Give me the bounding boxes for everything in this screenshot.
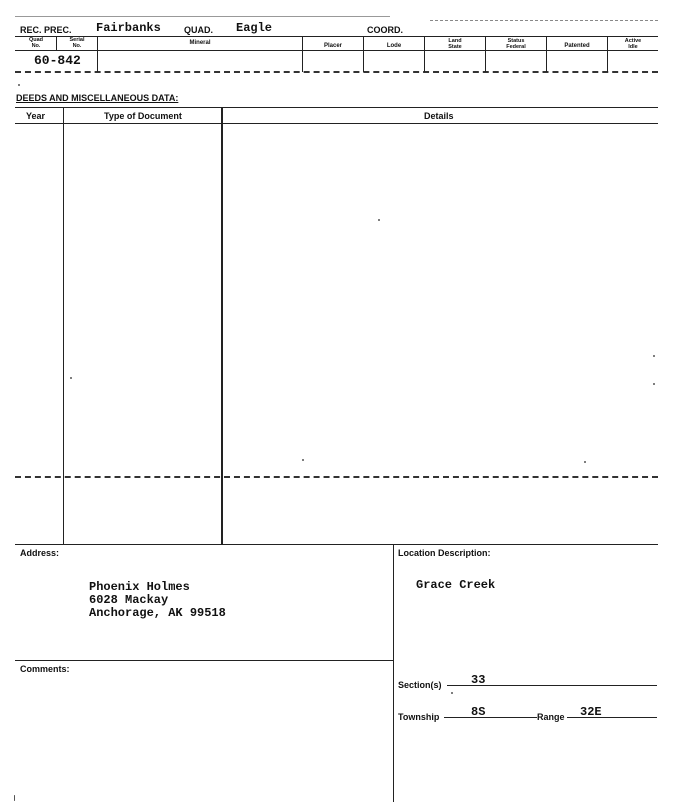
township-value: 8S bbox=[471, 705, 486, 719]
col-mineral: Mineral bbox=[189, 40, 211, 46]
header-table-top bbox=[15, 36, 658, 37]
rec-prec-label: REC. PREC. bbox=[20, 25, 72, 35]
township-label: Township bbox=[398, 712, 440, 722]
header-table-bottom bbox=[15, 71, 658, 73]
deeds-section-title: DEEDS AND MISCELLANEOUS DATA: bbox=[16, 93, 179, 103]
quad-value: Eagle bbox=[236, 21, 273, 35]
col-quad-no: Quad No. bbox=[28, 37, 44, 49]
deeds-dashed-rule bbox=[15, 476, 658, 478]
rec-prec-value: Fairbanks bbox=[96, 21, 161, 35]
deeds-table-top bbox=[15, 107, 658, 108]
range-value: 32E bbox=[580, 705, 602, 719]
col-status-federal: Status Federal bbox=[506, 38, 526, 50]
scan-speck bbox=[378, 219, 380, 221]
range-label: Range bbox=[537, 712, 565, 722]
header-divider bbox=[302, 36, 303, 72]
deeds-divider-type bbox=[221, 107, 223, 544]
header-divider bbox=[363, 36, 364, 72]
record-number: 60-842 bbox=[34, 53, 81, 68]
scan-speck bbox=[70, 377, 72, 379]
scan-speck bbox=[14, 795, 15, 801]
coord-label: COORD. bbox=[367, 25, 403, 35]
section-label: Section(s) bbox=[398, 680, 442, 690]
address-top-rule bbox=[15, 544, 658, 545]
deeds-col-type: Type of Document bbox=[104, 111, 182, 121]
col-placer: Placer bbox=[323, 43, 342, 49]
address-line-2: 6028 Mackay bbox=[89, 593, 169, 607]
col-land-state: Land State bbox=[448, 38, 462, 50]
header-divider bbox=[546, 36, 547, 72]
address-line-3: Anchorage, AK 99518 bbox=[89, 606, 226, 620]
header-top-rule-right bbox=[430, 20, 658, 21]
header-divider bbox=[56, 36, 57, 50]
scan-speck bbox=[302, 459, 304, 461]
comments-top-rule bbox=[15, 660, 393, 661]
address-line-1: Phoenix Holmes bbox=[89, 580, 190, 594]
deeds-header-rule bbox=[15, 123, 658, 124]
deeds-divider-year bbox=[63, 107, 64, 544]
township-underline bbox=[444, 717, 537, 718]
scan-speck bbox=[653, 355, 655, 357]
comments-label: Comments: bbox=[20, 664, 70, 674]
scan-speck bbox=[584, 461, 586, 463]
location-description-value: Grace Creek bbox=[416, 578, 496, 592]
col-lode: Lode bbox=[386, 43, 402, 49]
col-patented: Patented bbox=[564, 43, 590, 49]
deeds-col-details: Details bbox=[424, 111, 454, 121]
col-active-idle: Active Idle bbox=[624, 38, 642, 50]
scan-speck bbox=[451, 692, 453, 694]
header-top-rule bbox=[15, 16, 390, 17]
scan-speck bbox=[653, 383, 655, 385]
col-serial-no: Serial No. bbox=[69, 37, 85, 49]
header-table-mid bbox=[15, 50, 658, 51]
location-description-label: Location Description: bbox=[398, 548, 491, 558]
section-value: 33 bbox=[471, 673, 486, 687]
quad-label: QUAD. bbox=[184, 25, 213, 35]
address-label: Address: bbox=[20, 548, 60, 558]
scan-speck bbox=[18, 84, 20, 86]
address-location-divider bbox=[393, 544, 394, 802]
deeds-col-year: Year bbox=[26, 111, 46, 121]
